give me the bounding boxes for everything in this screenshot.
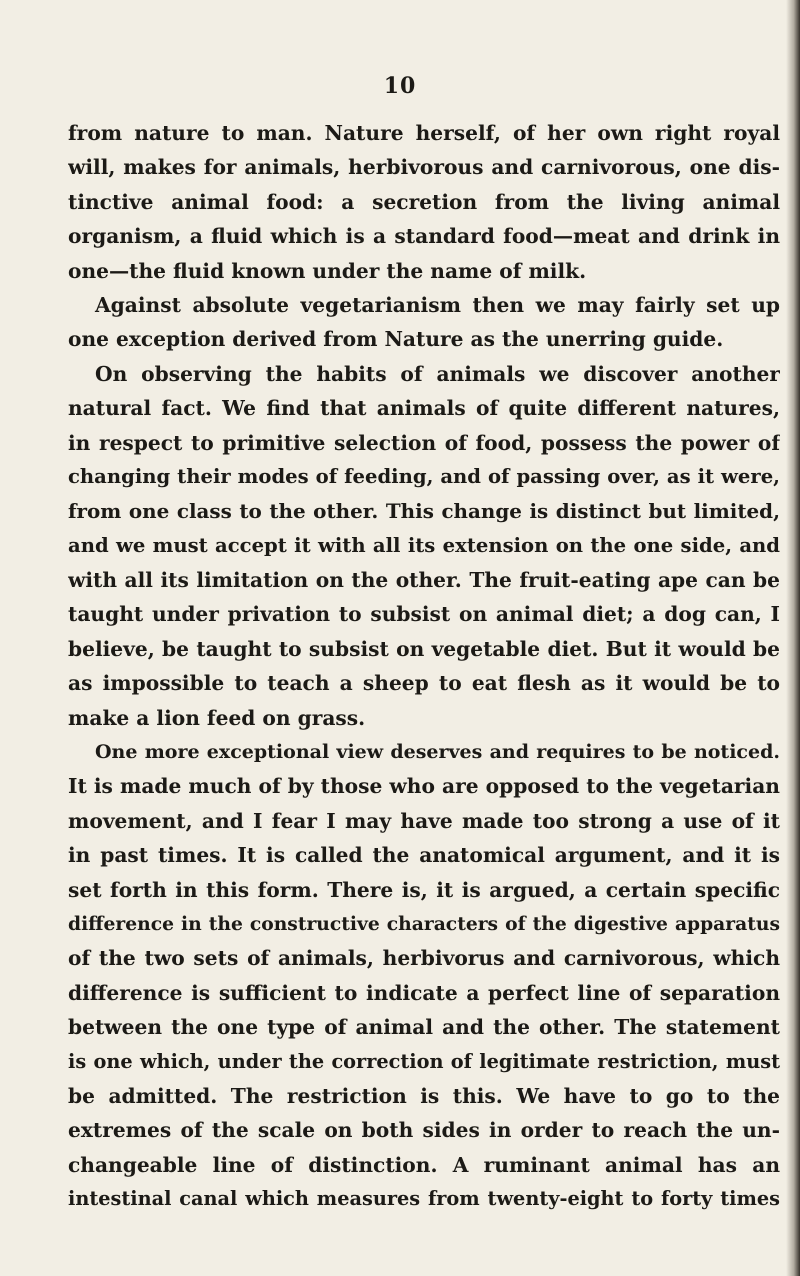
text-line: movement, and I fear I may have made too strong a use of it: [68, 808, 780, 833]
text-line: as impossible to teach a sheep to eat flesh as it would be to: [68, 671, 780, 696]
text-line: be admitted. The restriction is this. We have to go to the: [68, 1083, 780, 1108]
text-line: one exception derived from Nature as the unerring guide.: [68, 327, 724, 352]
text-line: intestinal canal which measures from twenty-eight to forty times: [68, 1187, 780, 1211]
text-line: On observing the habits of animals we discover another: [95, 361, 780, 386]
text-line: organism, a fluid which is a standard food—meat and drink in: [68, 224, 780, 249]
text-line: with all its limitation on the other. The fruit-eating ape can be: [68, 568, 780, 593]
text-line: and we must accept it with all its extension on the one side, and: [68, 533, 780, 557]
text-line: in past times. It is called the anatomical argument, and it is: [68, 843, 780, 868]
text-line: from nature to man. Nature herself, of her own right royal: [68, 121, 780, 145]
body-text: [68, 116, 780, 1217]
page-number: 10: [383, 73, 417, 99]
text-line: of the two sets of animals, herbivorus and carnivorous, which: [68, 946, 780, 971]
page-edge-shadow: [786, 0, 800, 1276]
text-line: It is made much of by those who are opposed to the vegetarian: [68, 774, 780, 799]
text-line: from one class to the other. This change is distinct but limited,: [68, 499, 780, 524]
text-line: difference in the constructive characters of the digestive apparatus: [68, 912, 780, 935]
text-line: believe, be taught to subsist on vegetable diet. But it would be: [68, 636, 780, 661]
text-line: between the one type of animal and the other. The statement: [68, 1015, 780, 1040]
text-line: changing their modes of feeding, and of passing over, as it were,: [68, 464, 780, 488]
text-line: difference is sufficient to indicate a perfect line of separation: [68, 980, 780, 1005]
text-line: Against absolute vegetarianism then we may fairly set up: [95, 292, 780, 317]
text-line: changeable line of distinction. A ruminant animal has an: [68, 1152, 780, 1177]
text-line: extremes of the scale on both sides in order to reach the un-: [68, 1118, 780, 1143]
text-line: set forth in this form. There is, it is argued, a certain specific: [68, 877, 780, 902]
text-line: tinctive animal food: a secretion from the living animal: [68, 189, 780, 214]
text-line: One more exceptional view deserves and requires to be noticed.: [95, 741, 780, 764]
text-line: is one which, under the correction of legitimate restriction, must: [68, 1049, 780, 1073]
text-line: in respect to primitive selection of food, possess the power of: [68, 430, 780, 455]
text-line: natural fact. We find that animals of quite different natures,: [68, 396, 780, 421]
text-line: make a lion feed on grass.: [68, 705, 366, 730]
text-line: taught under privation to subsist on animal diet; a dog can, I: [68, 602, 780, 627]
text-line: will, makes for animals, herbivorous and carnivorous, one dis-: [68, 155, 780, 180]
text-line: one—the fluid known under the name of milk.: [68, 258, 587, 283]
